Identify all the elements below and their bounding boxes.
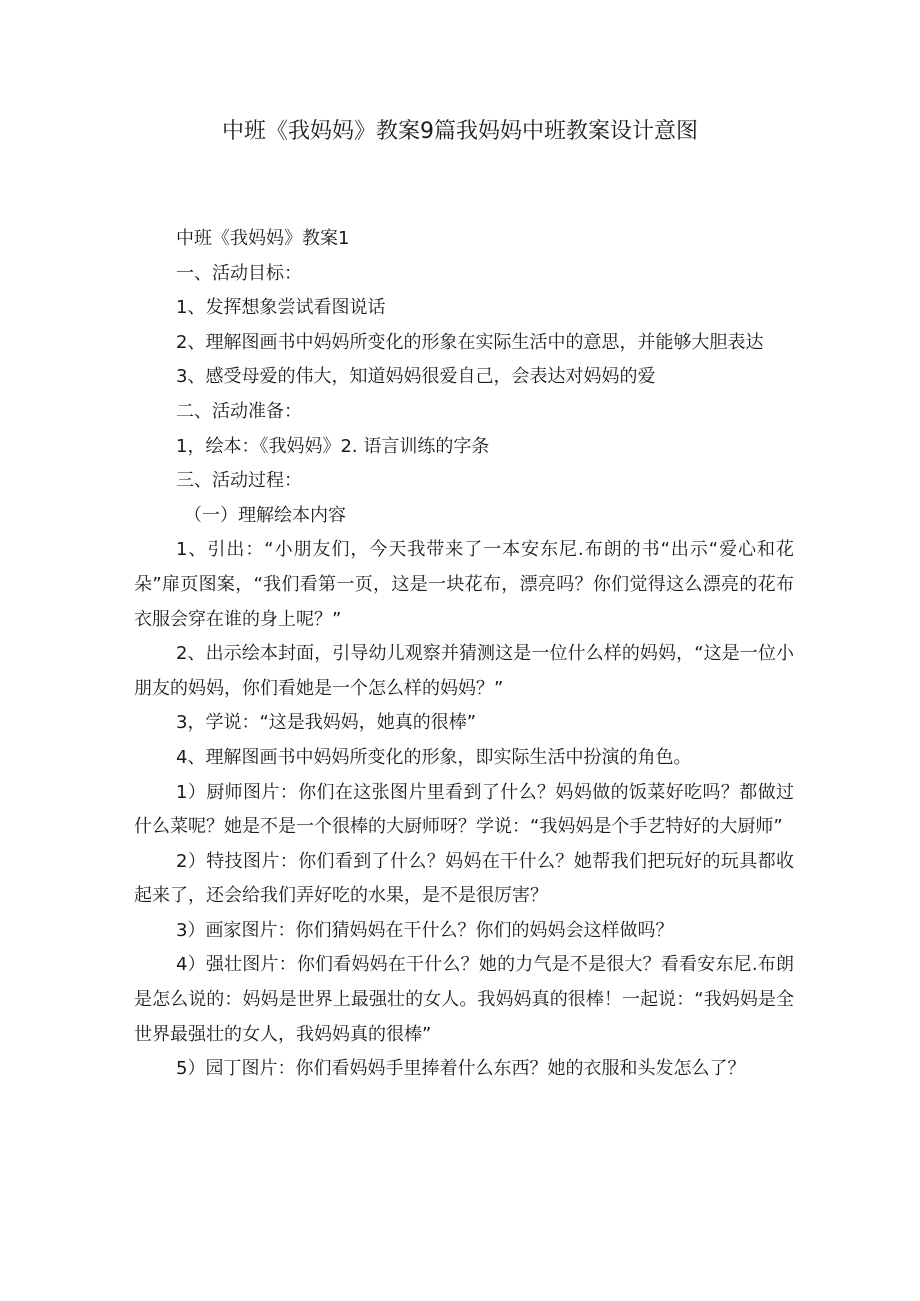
section-heading-goals: 一、活动目标：	[176, 262, 302, 284]
process-step-1: 1、引出：“小朋友们，今天我带来了一本安东尼.布朗的书“出示“爱心和花朵”扉页图案，“我们看第一页，这是一块花布，漂亮吗？你们觉得这么漂亮的花布衣服会穿在谁的身上呢？”	[134, 539, 794, 630]
lesson-heading: 中班《我妈妈》教案1	[176, 228, 350, 249]
process-subheading: （一）理解绘本内容	[184, 504, 346, 526]
process-step-3: 3，学说：“这是我妈妈，她真的很棒”	[176, 712, 477, 734]
section-heading-process: 三、活动过程：	[176, 470, 302, 492]
process-step-2: 2、出示绘本封面，引导幼儿观察并猜测这是一位什么样的妈妈，“这是一位小朋友的妈妈，你们看她是一个怎么样的妈妈？”	[134, 643, 794, 699]
process-step-4: 4、理解图画书中妈妈所变化的形象，即实际生活中扮演的角色。	[176, 746, 692, 768]
preparation-item: 1，绘本：《我妈妈》2. 语言训练的字条	[176, 435, 490, 457]
goal-item-1: 1、发挥想象尝试看图说话	[176, 297, 386, 319]
section-heading-preparation: 二、活动准备：	[176, 400, 302, 422]
goal-item-2: 2、理解图画书中妈妈所变化的形象在实际生活中的意思，并能够大胆表达	[176, 331, 764, 353]
role-item-stunt: 2）特技图片：你们看到了什么？妈妈在干什么？她帮我们把玩好的玩具都收起来了，还会给我们弄好吃的水果，是不是很厉害？	[134, 850, 794, 907]
document-body	[134, 222, 794, 1087]
document-title: 中班《我妈妈》教案9篇我妈妈中班教案设计意图	[222, 119, 698, 144]
role-item-strong: 4）强壮图片：你们看妈妈在干什么？她的力气是不是很大？看看安东尼.布朗是怎么说的：妈妈是世界上最强壮的女人。我妈妈真的很棒！一起说：“我妈妈是全世界最强壮的女人，我妈妈真的很棒”	[134, 954, 794, 1045]
role-item-painter: 3）画家图片：你们猜妈妈在干什么？你们的妈妈会这样做吗？	[176, 919, 674, 941]
role-item-chef: 1）厨师图片：你们在这张图片里看到了什么？妈妈做的饭菜好吃吗？都做过什么菜呢？她是不是一个很棒的大厨师呀？学说：“我妈妈是个手艺特好的大厨师”	[134, 781, 794, 838]
role-item-gardener: 5）园丁图片：你们看妈妈手里捧着什么东西？她的衣服和头发怎么了？	[176, 1058, 746, 1080]
goal-item-3: 3、感受母爱的伟大，知道妈妈很爱自己，会表达对妈妈的爱	[176, 366, 656, 388]
